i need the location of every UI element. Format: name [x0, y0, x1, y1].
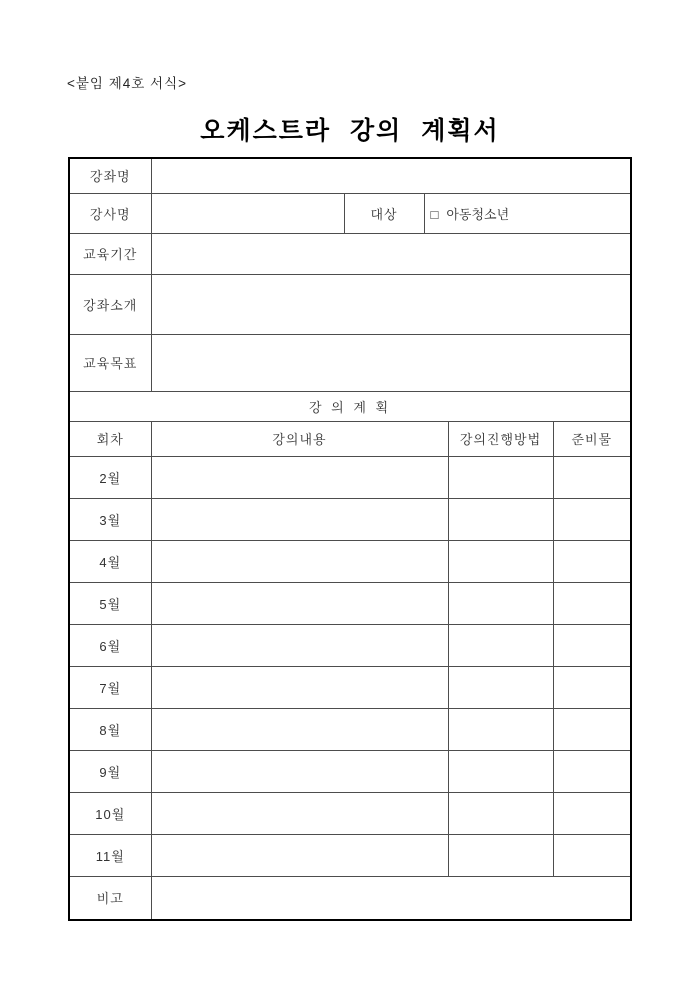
table-row: [69, 334, 631, 391]
course-name-field[interactable]: [151, 158, 631, 193]
schedule-row: [69, 456, 631, 498]
materials-cell[interactable]: [553, 834, 631, 876]
session-column-header: 회차: [69, 421, 151, 456]
content-cell[interactable]: [151, 750, 448, 792]
intro-label: 강좌소개: [69, 274, 151, 334]
content-cell[interactable]: [151, 624, 448, 666]
method-cell[interactable]: [448, 582, 553, 624]
goal-field[interactable]: [151, 334, 631, 391]
materials-cell[interactable]: [553, 540, 631, 582]
session-cell: 8월: [69, 708, 151, 750]
table-row: [69, 193, 631, 233]
page-title: 오케스트라 강의 계획서: [200, 117, 500, 145]
content-cell[interactable]: [151, 456, 448, 498]
method-cell[interactable]: [448, 666, 553, 708]
form-number-note: <붙임 제4호 서식>: [67, 76, 188, 91]
method-column-header: 강의진행방법: [448, 421, 553, 456]
schedule-row: [69, 666, 631, 708]
course-name-label: 강좌명: [69, 158, 151, 193]
schedule-row: [69, 540, 631, 582]
instructor-field[interactable]: [151, 193, 344, 233]
method-cell[interactable]: [448, 540, 553, 582]
schedule-section-title: 강 의 계 획: [69, 391, 631, 421]
content-cell[interactable]: [151, 792, 448, 834]
session-cell: 5월: [69, 582, 151, 624]
method-cell[interactable]: [448, 834, 553, 876]
intro-field[interactable]: [151, 274, 631, 334]
session-cell: 2월: [69, 456, 151, 498]
section-header-row: [69, 391, 631, 421]
checkbox-icon[interactable]: □: [430, 206, 439, 222]
session-cell: 3월: [69, 498, 151, 540]
method-cell[interactable]: [448, 456, 553, 498]
period-label: 교육기간: [69, 233, 151, 274]
session-cell: 11월: [69, 834, 151, 876]
schedule-row: [69, 834, 631, 876]
schedule-row: [69, 582, 631, 624]
materials-cell[interactable]: [553, 708, 631, 750]
method-cell[interactable]: [448, 624, 553, 666]
instructor-label: 강사명: [69, 193, 151, 233]
materials-cell[interactable]: [553, 666, 631, 708]
remarks-field[interactable]: [151, 876, 631, 920]
method-cell[interactable]: [448, 498, 553, 540]
content-cell[interactable]: [151, 666, 448, 708]
materials-cell[interactable]: [553, 456, 631, 498]
content-cell[interactable]: [151, 582, 448, 624]
schedule-row: [69, 792, 631, 834]
content-cell[interactable]: [151, 498, 448, 540]
table-row: [69, 158, 631, 193]
session-cell: 9월: [69, 750, 151, 792]
method-cell[interactable]: [448, 792, 553, 834]
schedule-row: [69, 750, 631, 792]
content-cell[interactable]: [151, 834, 448, 876]
content-cell[interactable]: [151, 540, 448, 582]
materials-cell[interactable]: [553, 750, 631, 792]
materials-cell[interactable]: [553, 624, 631, 666]
target-option-cell: [424, 193, 631, 233]
table-row: [69, 274, 631, 334]
remarks-row: [69, 876, 631, 920]
session-cell: 4월: [69, 540, 151, 582]
method-cell[interactable]: [448, 708, 553, 750]
schedule-row: [69, 498, 631, 540]
column-header-row: [69, 421, 631, 456]
session-cell: 6월: [69, 624, 151, 666]
content-cell[interactable]: [151, 708, 448, 750]
materials-cell[interactable]: [553, 792, 631, 834]
schedule-row: [69, 624, 631, 666]
content-column-header: 강의내용: [151, 421, 448, 456]
table-row: [69, 233, 631, 274]
target-option-label: 아동청소년: [446, 206, 510, 222]
schedule-row: [69, 708, 631, 750]
materials-cell[interactable]: [553, 582, 631, 624]
remarks-label: 비고: [69, 876, 151, 920]
period-field[interactable]: [151, 233, 631, 274]
session-cell: 10월: [69, 792, 151, 834]
goal-label: 교육목표: [69, 334, 151, 391]
materials-column-header: 준비물: [553, 421, 631, 456]
lecture-plan-table: [68, 157, 632, 921]
materials-cell[interactable]: [553, 498, 631, 540]
target-label: 대상: [344, 193, 424, 233]
session-cell: 7월: [69, 666, 151, 708]
method-cell[interactable]: [448, 750, 553, 792]
